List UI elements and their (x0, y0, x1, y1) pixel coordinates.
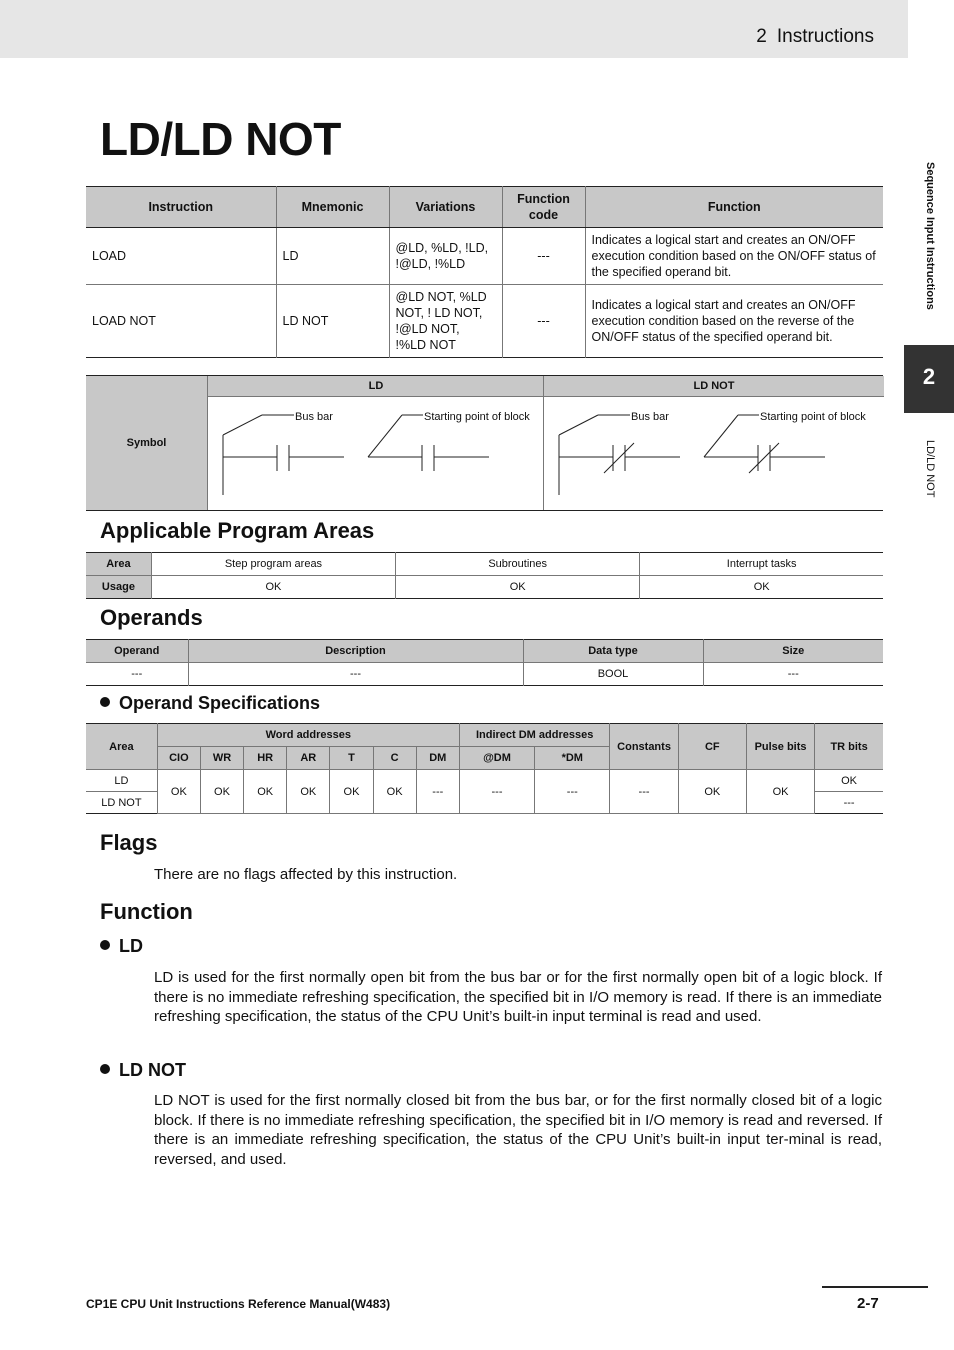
header-function-code: Function code (502, 187, 585, 228)
nc-slash (749, 443, 779, 473)
cell-area-ldnot: LD NOT (86, 792, 157, 814)
table-row (86, 663, 883, 686)
header-size: Size (703, 640, 883, 663)
cell-tr-ld: OK (815, 770, 883, 792)
table-row (86, 228, 883, 285)
cell-operand: --- (86, 663, 188, 686)
header-at-dm: @DM (459, 747, 534, 770)
symbol-label: Symbol (86, 376, 207, 510)
header-dm: DM (416, 747, 459, 770)
usage-cell: OK (151, 576, 395, 599)
cell-t: OK (330, 770, 373, 814)
symbol-col-ld (207, 376, 544, 510)
cell-ar: OK (287, 770, 330, 814)
symbol-col-ldnot (543, 376, 884, 510)
area-cell: Interrupt tasks (640, 553, 883, 576)
bus-bar-label: Bus bar (631, 411, 669, 423)
row-label-area: Area (86, 553, 151, 576)
table-row (86, 576, 883, 599)
cell-cf: OK (678, 770, 746, 814)
table-row (86, 770, 883, 792)
cell-hr: OK (244, 770, 287, 814)
footer-manual-title: CP1E CPU Unit Instructions Reference Manual(W483) (86, 1297, 391, 1311)
starting-point-label: Starting point of block (424, 411, 530, 423)
footer-rule (822, 1286, 928, 1288)
symbol-table (86, 375, 883, 511)
starting-point-label: Starting point of block (760, 411, 866, 423)
header-variations: Variations (389, 187, 502, 228)
cell-constants: --- (610, 770, 678, 814)
side-tab-topic: LD/LD NOT (924, 440, 936, 498)
table-row (86, 285, 883, 358)
header-t: T (330, 747, 373, 770)
heading-operands: Operands (100, 605, 203, 630)
ld-symbol-diagram (208, 397, 544, 509)
header-mnemonic: Mnemonic (276, 187, 389, 228)
callout-line (559, 415, 598, 435)
header-c: C (373, 747, 416, 770)
side-tab-chapter: 2 (904, 345, 954, 413)
cell-function: Indicates a logical start and creates an ON/OFF execution condition based on the ON/OFF status of the specified operand bit. (585, 228, 883, 285)
area-cell: Step program areas (151, 553, 395, 576)
cell-at-dm: --- (459, 770, 534, 814)
bus-bar-label: Bus bar (295, 411, 333, 423)
cell-star-dm: --- (535, 770, 610, 814)
ldnot-symbol-diagram (544, 397, 884, 509)
ldnot-description: LD NOT is used for the first normally closed bit from the bus bar, or for the first normally closed bit of a logic block. If there is no immediate refreshing specification, the specified bit in I/O memory is read and reversed. If there is an immediate refreshing specification, the status of the CPU Unit’s built-in input ter-minal is read, reversed, and used. (154, 1092, 882, 1168)
cell-function: Indicates a logical start and creates an ON/OFF execution condition based on the reverse of the ON/OFF status of the specified operand bit. (585, 285, 883, 358)
cell-data-type: BOOL (523, 663, 703, 686)
cell-mnemonic: LD NOT (276, 285, 389, 358)
page-title: LD/LD NOT (100, 113, 341, 165)
header-ar: AR (287, 747, 330, 770)
operands-table (86, 639, 883, 686)
cell-size: --- (703, 663, 883, 686)
row-label-usage: Usage (86, 576, 151, 599)
instruction-table (86, 186, 883, 358)
ld-description: LD is used for the first normally open bit from the bus bar or for the first normally open bit of a logic block. If there is no immediate refreshing specification, the specified bit in I/O memory is read. If there is an immediate refreshing specification, the status of the CPU Unit’s built-in input terminal is read and used. (154, 969, 882, 1025)
heading-operand-specs: Operand Specifications (100, 693, 320, 714)
cell-mnemonic: LD (276, 228, 389, 285)
heading-flags: Flags (100, 830, 158, 855)
page-number: 2-7 (857, 1295, 879, 1312)
cell-tr-ldnot: --- (815, 792, 883, 814)
cell-instruction: LOAD (86, 228, 276, 285)
header-word-addresses: Word addresses (157, 724, 459, 747)
cell-function-code: --- (502, 285, 585, 358)
header-operand: Operand (86, 640, 188, 663)
bullet-icon (100, 697, 110, 707)
cell-variations: @LD NOT, %LD NOT, ! LD NOT, !@LD NOT, !%LD NOT (389, 285, 502, 358)
callout-line (223, 415, 262, 435)
symbol-head-ld: LD (208, 376, 544, 397)
header-hr: HR (244, 747, 287, 770)
usage-cell: OK (396, 576, 640, 599)
table-row (86, 553, 883, 576)
cell-c: OK (373, 770, 416, 814)
header-wr: WR (200, 747, 243, 770)
cell-wr: OK (200, 770, 243, 814)
header-cf: CF (678, 724, 746, 770)
cell-function-code: --- (502, 228, 585, 285)
header-description: Description (188, 640, 523, 663)
flags-text: There are no flags affected by this instruction. (154, 866, 458, 883)
cell-cio: OK (157, 770, 200, 814)
header-constants: Constants (610, 724, 678, 770)
header-star-dm: *DM (535, 747, 610, 770)
nc-slash (604, 443, 634, 473)
heading-ld: LD (100, 936, 143, 957)
heading-applicable-areas: Applicable Program Areas (100, 518, 375, 543)
header-tr-bits: TR bits (815, 724, 883, 770)
table-header-row (86, 724, 883, 747)
applicable-areas-table (86, 552, 883, 599)
cell-area-ld: LD (86, 770, 157, 792)
table-header-row (86, 640, 883, 663)
callout-line (704, 415, 738, 457)
cell-variations: @LD, %LD, !LD, !@LD, !%LD (389, 228, 502, 285)
usage-cell: OK (640, 576, 883, 599)
cell-description: --- (188, 663, 523, 686)
header-cio: CIO (157, 747, 200, 770)
header-pulse-bits: Pulse bits (746, 724, 814, 770)
callout-line (368, 415, 402, 457)
symbol-head-ldnot: LD NOT (544, 376, 884, 397)
header-area: Area (86, 724, 157, 770)
area-cell: Subroutines (396, 553, 640, 576)
operand-specs-table (86, 723, 883, 814)
header-indirect-dm: Indirect DM addresses (459, 724, 610, 747)
header-function: Function (585, 187, 883, 228)
side-tab-section: Sequence Input Instructions (924, 162, 936, 310)
bullet-icon (100, 940, 110, 950)
cell-instruction: LOAD NOT (86, 285, 276, 358)
cell-pulse-bits: OK (746, 770, 814, 814)
heading-function: Function (100, 899, 193, 924)
header-instruction: Instruction (86, 187, 276, 228)
running-header: 2 Instructions (756, 26, 874, 47)
cell-dm: --- (416, 770, 459, 814)
heading-ldnot: LD NOT (100, 1060, 186, 1081)
header-data-type: Data type (523, 640, 703, 663)
table-header-row (86, 187, 883, 228)
bullet-icon (100, 1064, 110, 1074)
